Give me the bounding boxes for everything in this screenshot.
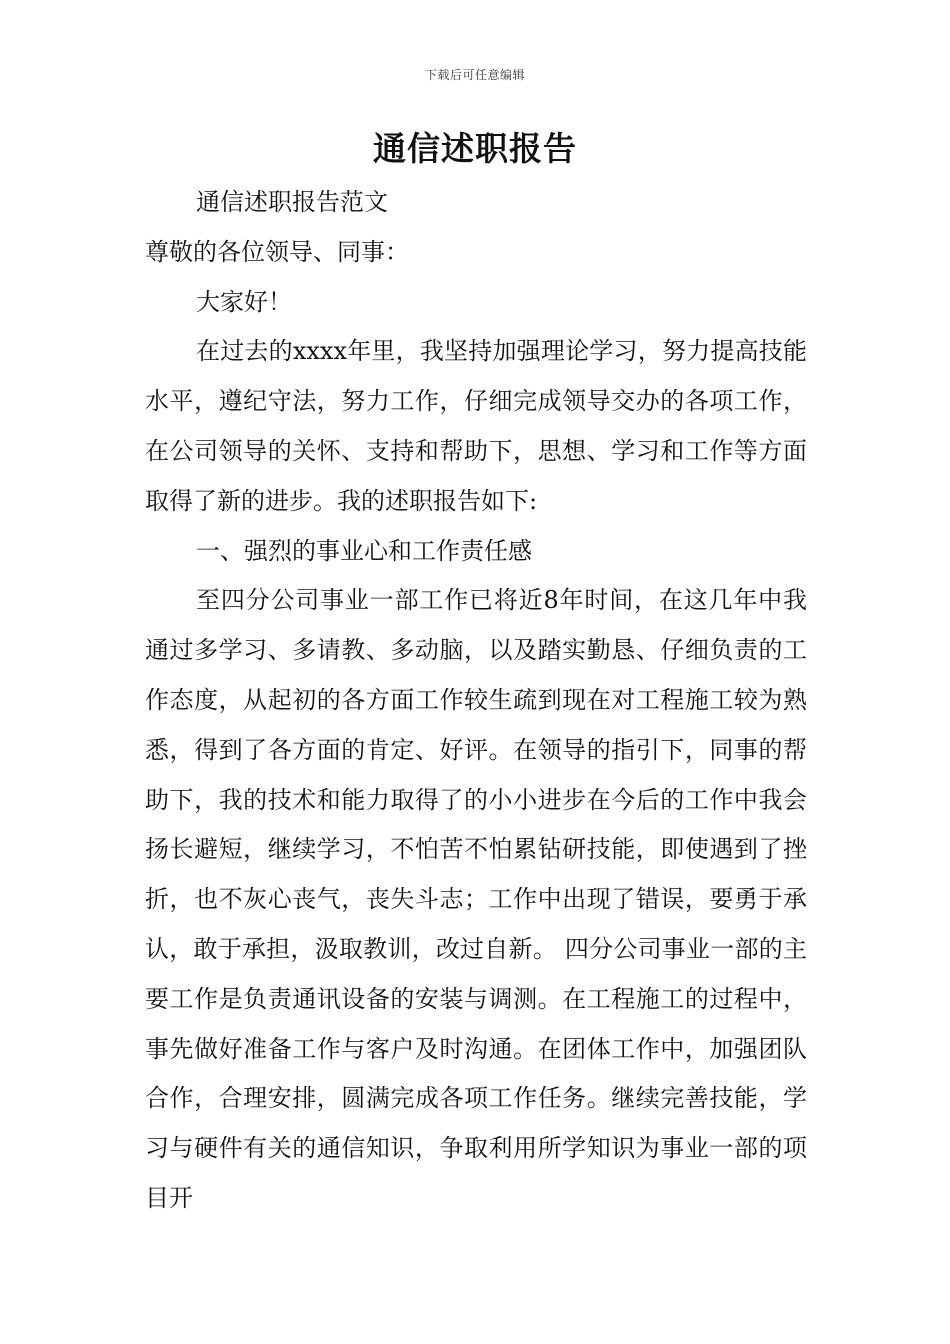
greeting-paragraph: 大家好！ <box>196 287 292 316</box>
subtitle-paragraph: 通信述职报告范文 <box>196 188 388 216</box>
section-heading-1: 一、强烈的事业心和工作责任感 <box>196 536 532 565</box>
salutation-paragraph: 尊敬的各位领导、同事： <box>145 237 409 266</box>
intro-paragraph: 在过去的xxxx年里，我坚持加强理论学习，努力提高技能水平，遵纪守法，努力工作，仔细完成领导交办的各项工作，在公司领导的关怀、支持和帮助下，思想、学习和工作等方面取得了新的进步。我的述职报告如下: <box>145 337 807 515</box>
page-header-note: 下载后可任意编辑 <box>424 68 525 82</box>
section-1-paragraph: 至四分公司事业一部工作已将近8年时间，在这几年中我通过多学习、多请教、多动脑，以及踏实勤恳、仔细负责的工作态度，从起初的各方面工作较生疏到现在对工程施工较为熟悉，得到了各方面的肯定、好评。在领导的指引下，同事的帮助下，我的技术和能力取得了的小小进步在今后的工作中我会扬长避短，继续学习，不怕苦不怕累钻研技能，即使遇到了挫折，也不灰心丧气，丧失斗志；工作中出现了错误，要勇于承认，敢于承担，汲取教训，改过自新。 四分公司事业一部的主要工作是负责通讯设备的安装与调测。在工程施工的过程中，事先做好准备工作与客户及时沟通。在团体工作中，加强团队合作，合理安排，圆满完成各项工作任务。继续完善技能，学习与硬件有关的通信知识，争取利用所学知识为事业一部的项目开 <box>145 586 807 1212</box>
document-body <box>145 178 807 1224</box>
document-title: 通信述职报告 <box>373 129 577 168</box>
